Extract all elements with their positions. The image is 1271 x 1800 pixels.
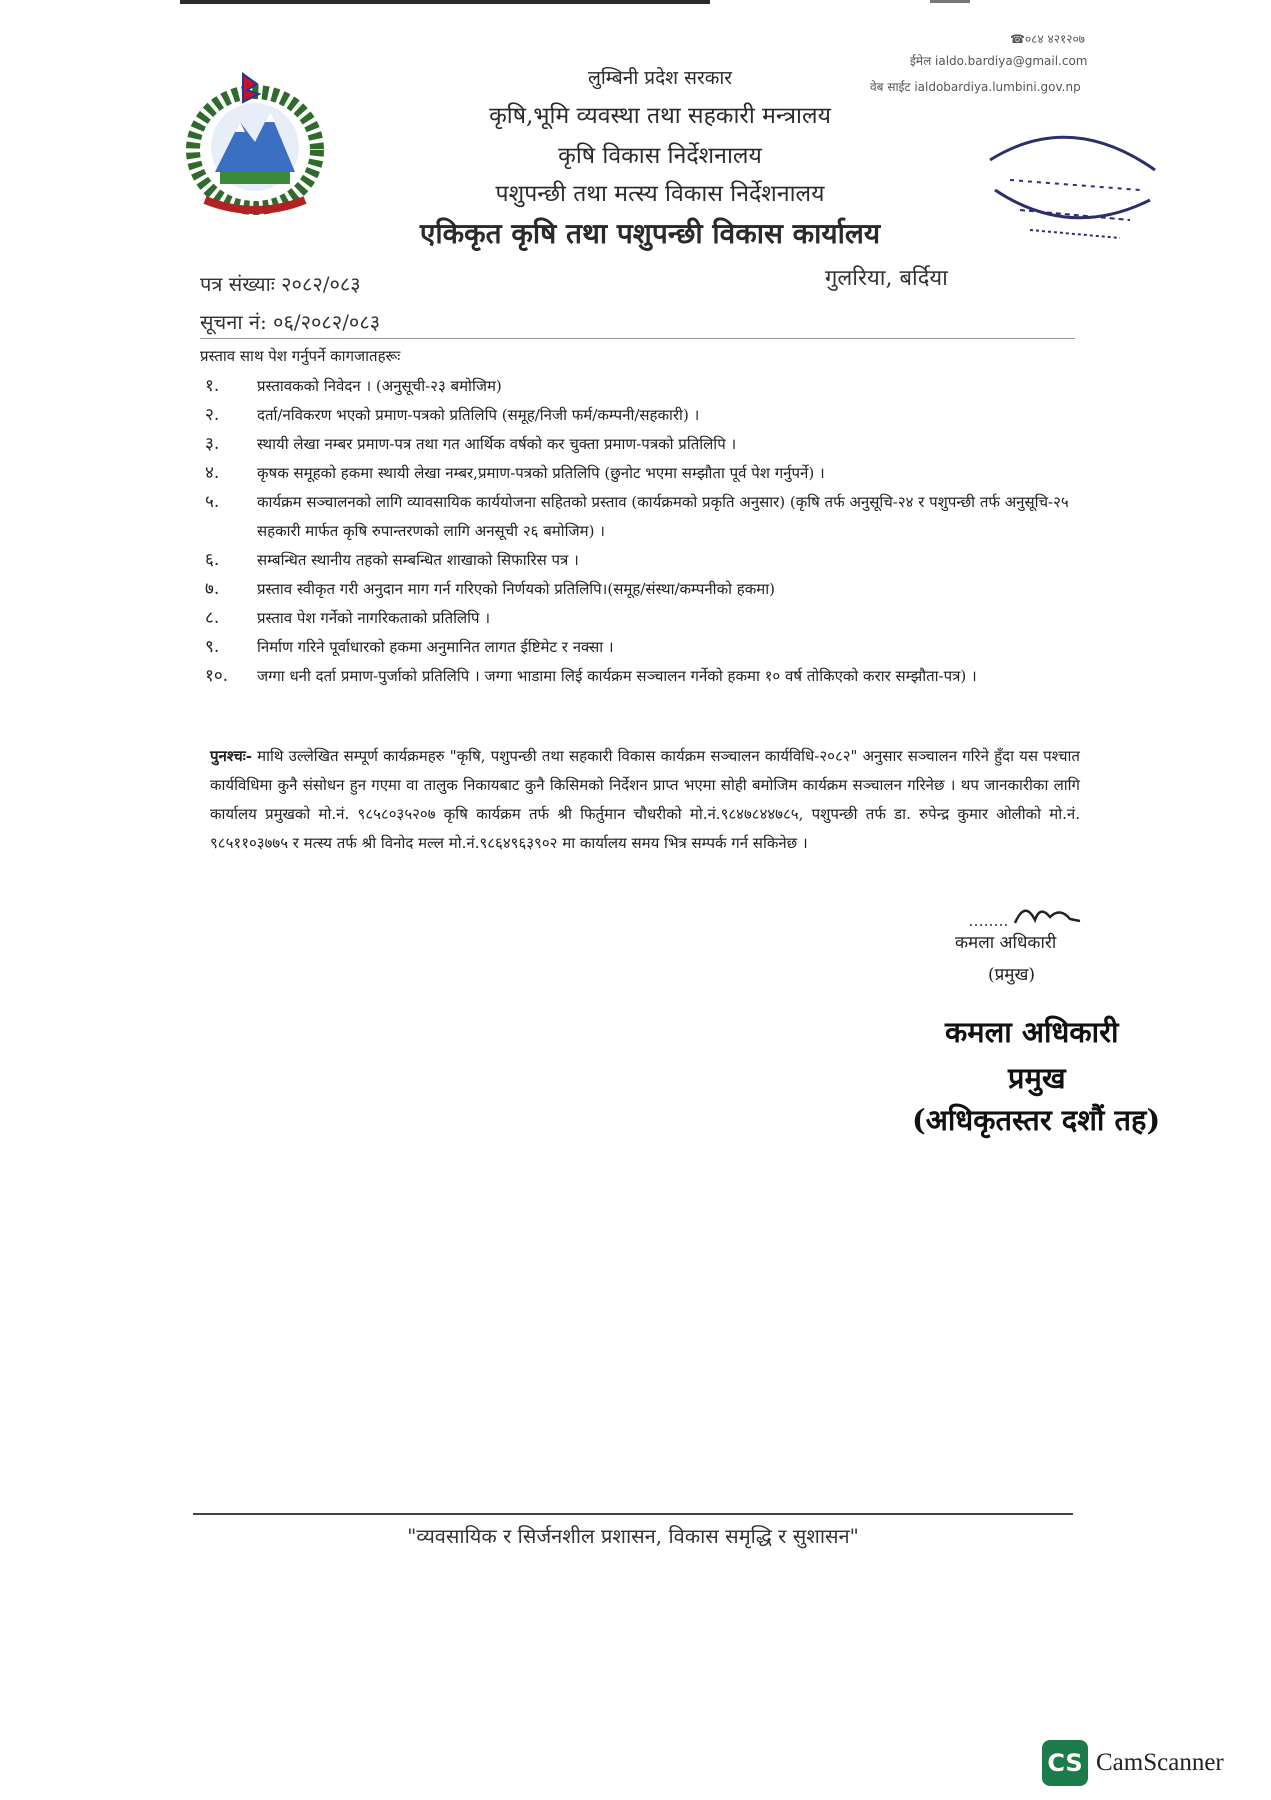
list-item-text: प्रस्ताव पेश गर्नेको नागरिकताको प्रतिलिपि । bbox=[257, 609, 491, 627]
list-item-text: जग्गा धनी दर्ता प्रमाण-पुर्जाको प्रतिलिपि । जग्गा भाडामा लिई कार्यक्रम सञ्चालन गर्नेको हकमा १० वर्ष तोकिएको करार सम्झौता-पत्र) । bbox=[257, 667, 977, 685]
list-item-number: ४. bbox=[205, 463, 220, 483]
list-item-text: प्रस्ताव स्वीकृत गरी अनुदान माग गर्न गरिएको निर्णयको प्रतिलिपि।(समूह/संस्था/कम्पनीको हकमा) bbox=[257, 580, 775, 598]
postscript-label: पुनश्चः- bbox=[210, 747, 253, 765]
header-directorate: कृषि विकास निर्देशनालय bbox=[558, 143, 762, 169]
list-item bbox=[205, 372, 1085, 401]
scan-edge-line bbox=[930, 0, 970, 3]
camscanner-text: CamScanner bbox=[1096, 1749, 1224, 1776]
handwritten-signature-icon bbox=[970, 895, 1100, 935]
list-item-number: ३. bbox=[205, 434, 220, 454]
list-item-number: ७. bbox=[205, 579, 220, 599]
list-item-text: निर्माण गरिने पूर्वाधारको हकमा अनुमानित लागत ईष्टिमेट र नक्सा । bbox=[257, 638, 614, 656]
office-stamp-icon bbox=[970, 120, 1170, 250]
letter-number: पत्र संख्याः २०८२/०८३ bbox=[200, 272, 361, 296]
contact-email: ईमेल ialdo.bardiya@gmail.com bbox=[910, 54, 1088, 68]
header-province: लुम्बिनी प्रदेश सरकार bbox=[587, 67, 733, 89]
scan-edge-line bbox=[180, 0, 710, 4]
list-item-text: कार्यक्रम सञ्चालनको लागि व्यावसायिक कार्ययोजना सहितको प्रस्ताव (कार्यक्रमको प्रकृति अनुसार) (कृषि तर्फ अनुसूचि-२४ र पशुपन्छी तर्फ अनुसूचि-२५ सहकारी मार्फत कृषि रुपान्तरणको लागि अनसूची २६ बमोजिम) । bbox=[257, 493, 1069, 540]
list-item-text: सम्बन्धित स्थानीय तहको सम्बन्धित शाखाको सिफारिस पत्र । bbox=[257, 551, 579, 569]
seal-level: (अधिकृतस्तर दशौं तह) bbox=[912, 1103, 1161, 1137]
header-livestock-directorate: पशुपन्छी तथा मत्स्य विकास निर्देशनालय bbox=[495, 181, 825, 207]
documents-heading: प्रस्ताव साथ पेश गर्नुपर्ने कागजातहरूः bbox=[200, 347, 401, 365]
list-item bbox=[205, 488, 1085, 546]
list-item bbox=[205, 546, 1085, 575]
list-item bbox=[205, 575, 1085, 604]
list-item-text: कृषक समूहको हकमा स्थायी लेखा नम्बर,प्रमाण-पत्रको प्रतिलिपि (छुनोट भएमा सम्झौता पूर्व पेश गर्नुपर्ने) । bbox=[257, 464, 825, 482]
list-item bbox=[205, 459, 1085, 488]
list-item-text: प्रस्तावकको निवेदन । (अनुसूची-२३ बमोजिम) bbox=[257, 377, 502, 395]
list-item bbox=[205, 430, 1085, 459]
documents-list bbox=[205, 372, 1085, 691]
notice-number: सूचना नं: ०६/२०८२/०८३ bbox=[200, 310, 381, 334]
contact-website: वेब साईट ialdobardiya.lumbini.gov.np bbox=[870, 80, 1081, 94]
camscanner-logo-icon: CS bbox=[1042, 1740, 1088, 1786]
contact-phone: ☎०८४ ४२१२०७ bbox=[1010, 32, 1085, 46]
list-item-number: १०. bbox=[205, 666, 229, 686]
seal-role: प्रमुख bbox=[1008, 1061, 1066, 1095]
list-item bbox=[205, 401, 1085, 430]
divider bbox=[200, 338, 1075, 339]
list-item-text: स्थायी लेखा नम्बर प्रमाण-पत्र तथा गत आर्थिक वर्षको कर चुक्ता प्रमाण-पत्रको प्रतिलिपि । bbox=[257, 435, 737, 453]
list-item bbox=[205, 662, 1085, 691]
list-item-number: १. bbox=[205, 376, 220, 396]
header-ministry: कृषि,भूमि व्यवस्था तथा सहकारी मन्त्रालय bbox=[489, 103, 831, 129]
signatory-name: कमला अधिकारी bbox=[955, 933, 1057, 953]
nepal-emblem-icon bbox=[175, 72, 335, 222]
header-office-title: एकिकृत कृषि तथा पशुपन्छी विकास कार्यालय bbox=[419, 217, 881, 250]
list-item bbox=[205, 633, 1085, 662]
seal-name: कमला अधिकारी bbox=[945, 1015, 1119, 1049]
office-location: गुलरिया, बर्दिया bbox=[825, 266, 948, 291]
list-item-number: ६. bbox=[205, 550, 220, 570]
list-item-number: २. bbox=[205, 405, 220, 425]
camscanner-watermark bbox=[1042, 1740, 1224, 1786]
signatory-role: (प्रमुख) bbox=[988, 965, 1036, 985]
list-item-number: ९. bbox=[205, 637, 220, 657]
postscript-paragraph bbox=[210, 742, 1080, 858]
list-item-number: ८. bbox=[205, 608, 220, 628]
postscript-text: माथि उल्लेखित सम्पूर्ण कार्यक्रमहरु "कृषि, पशुपन्छी तथा सहकारी विकास कार्यक्रम सञ्चालन कार्यविधि-२०८२" अनुसार सञ्चालन गरिने हुँदा यस पश्चात कार्यविधिमा कुनै संसोधन हुन गएमा वा तालुक निकायबाट कुनै किसिमको निर्देशन प्राप्त भएमा सोही बमोजिम कार्यक्रम सञ्चालन गरिनेछ । थप जानकारीका लागि कार्यालय प्रमुखको मो.नं. ९८५८०३५२०७ कृषि कार्यक्रम तर्फ श्री फिर्तुमान चौधरीको मो.नं.९८४७८४४७८५, पशुपन्छी तर्फ डा. रुपेन्द्र कुमार ओलीको मो.नं. ९८५११०३७७५ र मत्स्य तर्फ श्री विनोद मल्ल मो.नं.९८६४९६३९०२ मा कार्यालय समय भित्र सम्पर्क गर्न सकिनेछ । bbox=[210, 747, 1080, 852]
footer-divider bbox=[193, 1513, 1073, 1515]
list-item-number: ५. bbox=[205, 492, 220, 512]
list-item-text: दर्ता/नविकरण भएको प्रमाण-पत्रको प्रतिलिपि (समूह/निजी फर्म/कम्पनी/सहकारी) । bbox=[257, 406, 700, 424]
list-item bbox=[205, 604, 1085, 633]
footer-motto: "व्यवसायिक र सिर्जनशील प्रशासन, विकास समृद्धि र सुशासन" bbox=[407, 1524, 859, 1548]
